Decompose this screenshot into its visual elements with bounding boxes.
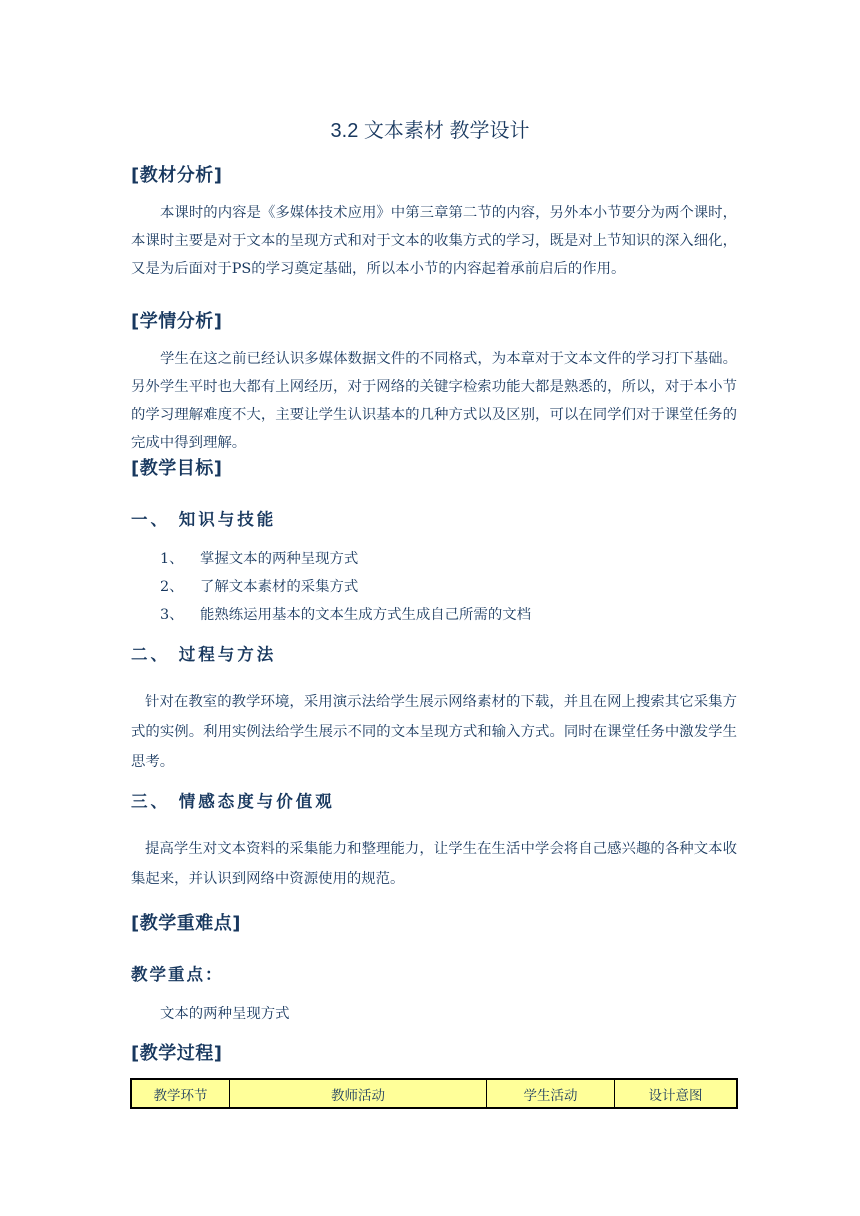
list-item-text: 掌握文本的两种呈现方式 [200, 551, 359, 567]
list-item-text: 了解文本素材的采集方式 [200, 579, 359, 595]
list-item-text: 能熟练运用基本的文本生成方式生成自己所需的文档 [200, 607, 531, 623]
paragraph-student-analysis: 学生在这之前已经认识多媒体数据文件的不同格式，为本章对于文本文件的学习打下基础。另外学生平时也大都有上网经历，对于网络的关键字检索功能大都是熟悉的，所以，对于本小节的学习理解难度不大，主要让学生认识基本的几种方式以及区别，可以在同学们对于课堂任务的完成中得到理解。 [131, 351, 737, 451]
document-title: 3.2 文本素材 教学设计 [330, 120, 530, 142]
paragraph-teaching-focus: 文本的两种呈现方式 [160, 1006, 290, 1022]
list-item [160, 575, 358, 596]
list-item-number: 3、 [160, 607, 184, 623]
heading-teaching-goals: [教学目标] [131, 458, 223, 479]
paragraph-emotion-values: 提高学生对文本资料的采集能力和整理能力，让学生在生活中学会将自己感兴趣的各种文本收集起来，并认识到网络中资源使用的规范。 [131, 841, 737, 887]
heading-emotion-values: 三、 情感态度与价值观 [131, 792, 335, 811]
heading-key-points: [教学重难点] [131, 913, 241, 934]
paragraph-process-methods: 针对在教室的教学环境，采用演示法给学生展示网络素材的下载，并且在网上搜索其它采集方式的实例。利用实例法给学生展示不同的文本呈现方式和输入方式。同时在课堂任务中激发学生思考。 [131, 694, 737, 770]
process-table-header [130, 1078, 738, 1109]
table-header-cell: 学生活动 [486, 1080, 614, 1107]
heading-material-analysis: [教材分析] [131, 165, 223, 186]
heading-student-analysis: [学情分析] [131, 311, 223, 332]
heading-process-methods: 二、 过程与方法 [131, 645, 277, 664]
list-item [160, 603, 531, 624]
table-header-cell: 设计意图 [614, 1080, 736, 1107]
paragraph-material-analysis: 本课时的内容是《多媒体技术应用》中第三章第二节的内容，另外本小节要分为两个课时，本课时主要是对于文本的呈现方式和对于文本的收集方式的学习，既是对上节知识的深入细化，又是为后面对于PS的学习奠定基础，所以本小节的内容起着承前启后的作用。 [131, 205, 737, 277]
heading-teaching-process: [教学过程] [131, 1043, 223, 1064]
heading-teaching-focus: 教学重点： [131, 965, 224, 984]
list-item [160, 547, 358, 568]
table-header-cell: 教学环节 [153, 1087, 208, 1104]
list-item-number: 1、 [160, 551, 184, 567]
table-header-cell: 教师活动 [229, 1080, 486, 1107]
heading-knowledge-skills: 一、 知识与技能 [131, 510, 277, 529]
list-item-number: 2、 [160, 579, 184, 595]
